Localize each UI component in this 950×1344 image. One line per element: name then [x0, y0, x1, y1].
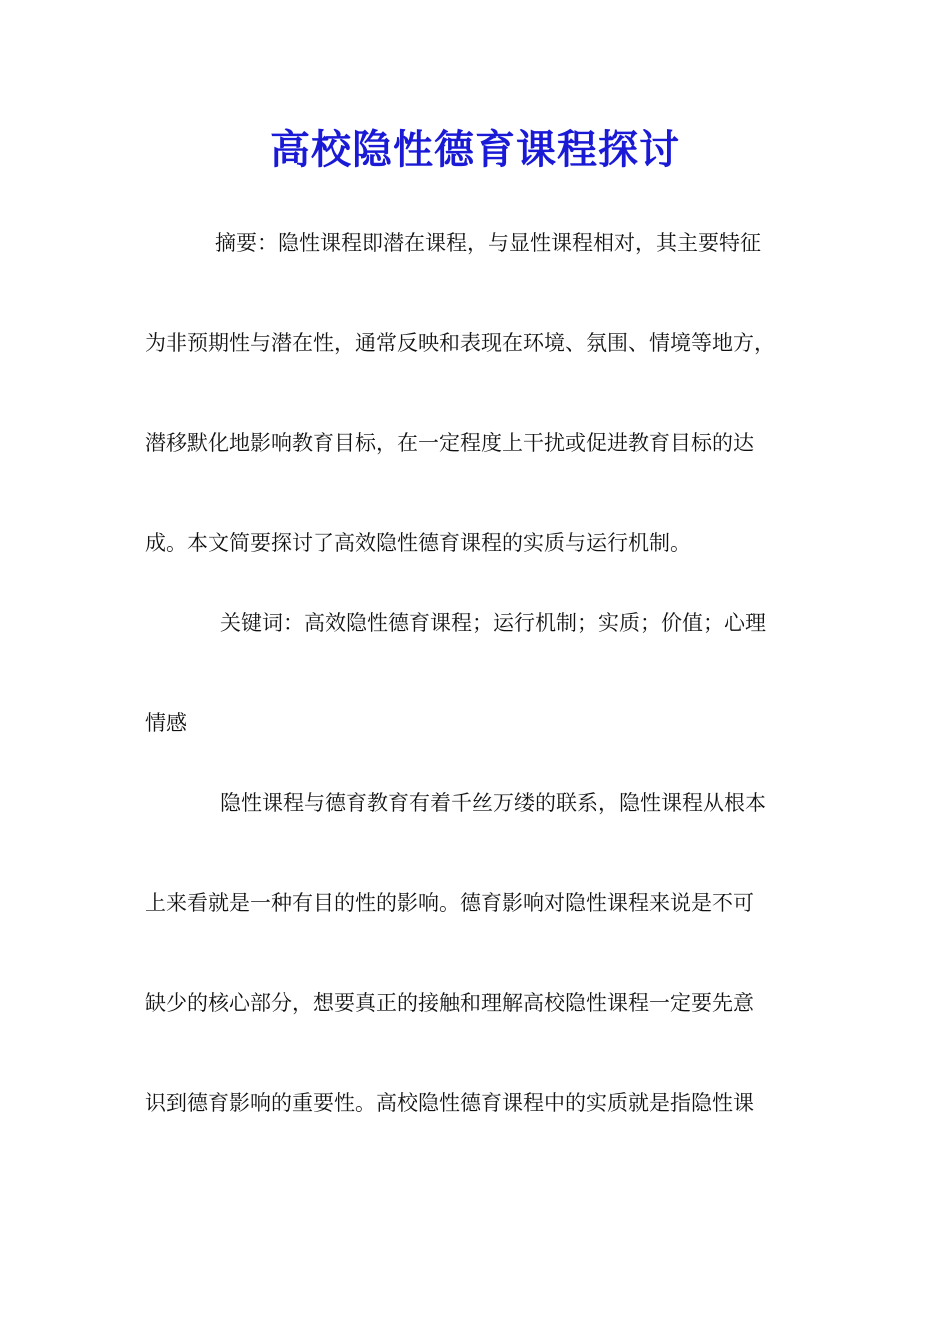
keywords-line-1: 关键词：高效隐性德育课程；运行机制；实质；价值；心理: [220, 611, 766, 635]
body-line-1: 隐性课程与德育教育有着千丝万缕的联系，隐性课程从根本: [220, 791, 766, 815]
abstract-line-3: 潜移默化地影响教育目标，在一定程度上干扰或促进教育目标的达: [145, 431, 754, 455]
document-title: 高校隐性德育课程探讨: [270, 126, 680, 173]
body-line-4: 识到德育影响的重要性。高校隐性德育课程中的实质就是指隐性课: [145, 1091, 754, 1115]
body-line-3: 缺少的核心部分，想要真正的接触和理解高校隐性课程一定要先意: [145, 991, 754, 1015]
keywords-line-2: 情感: [145, 711, 187, 735]
abstract-line-2: 为非预期性与潜在性，通常反映和表现在环境、氛围、情境等地方，: [145, 331, 775, 355]
body-line-2: 上来看就是一种有目的性的影响。德育影响对隐性课程来说是不可: [145, 891, 754, 915]
abstract-line-4: 成。本文简要探讨了高效隐性德育课程的实质与运行机制。: [145, 531, 691, 555]
abstract-line-1: 摘要：隐性课程即潜在课程，与显性课程相对，其主要特征: [215, 231, 761, 255]
